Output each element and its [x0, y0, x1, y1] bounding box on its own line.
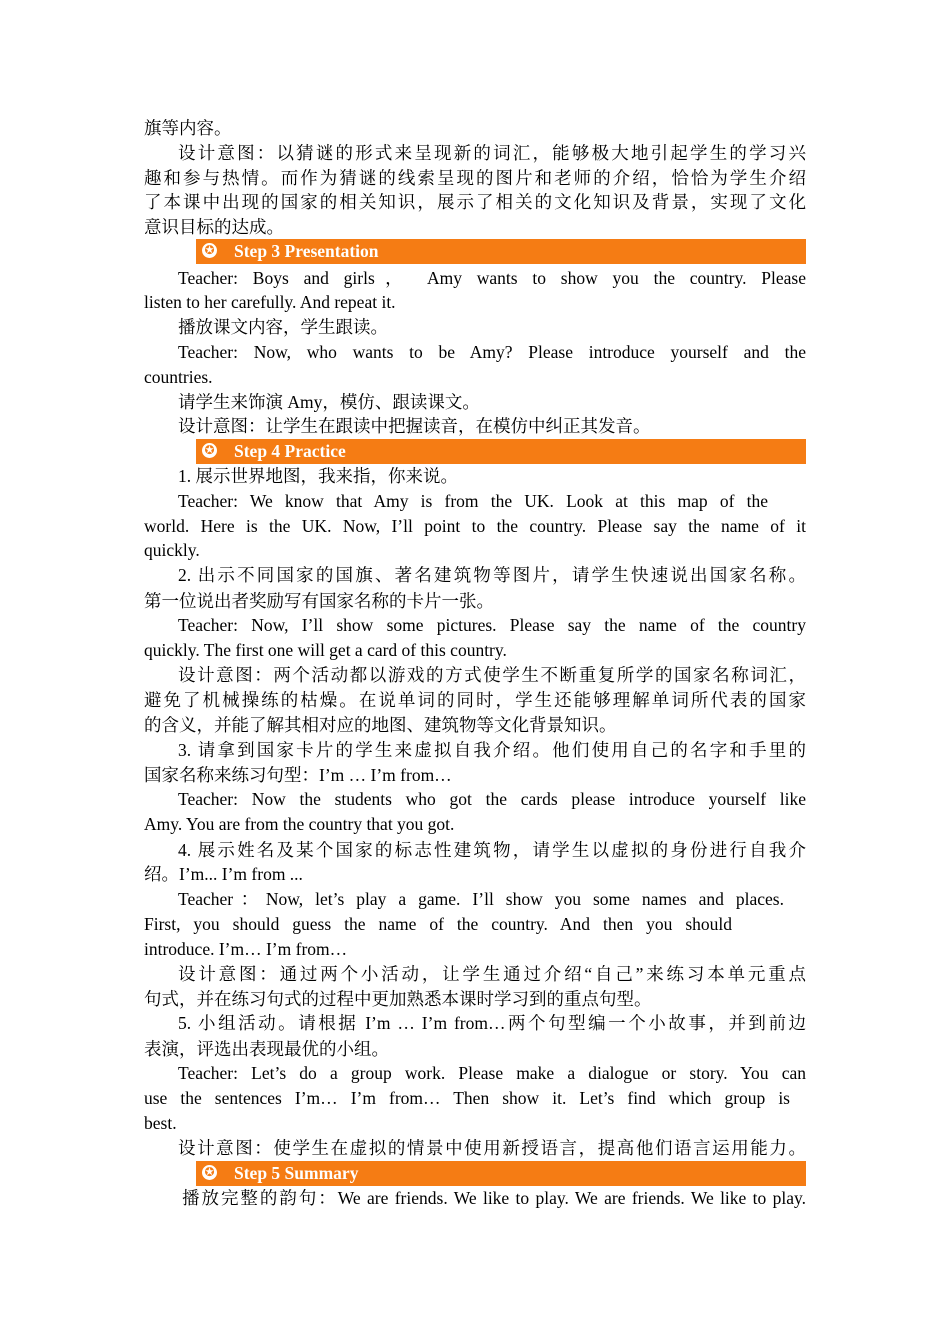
text-line: 1. 展示世界地图，我来指，你来说。 — [178, 466, 458, 486]
text-line: 避免了机械操练的枯燥。在说单词的同时，学生还能够理解单词所代表的国家 — [144, 690, 806, 710]
star-icon: ✪ — [202, 443, 217, 458]
step-4-label: Step 4 Practice — [234, 441, 346, 461]
text-line: world. Here is the UK. Now, I’ll point to the country. Please say the name of it — [144, 516, 806, 536]
text-line: First, you should guess the name of the country. And then you should — [144, 914, 732, 934]
text-line: 5. 小组活动。请根据 I’m … I’m from…两个句型编一个小故事，并到前边 — [178, 1013, 806, 1033]
step-3-label: Step 3 Presentation — [234, 241, 379, 261]
text-line: quickly. The first one will get a card of this country. — [144, 640, 507, 660]
text-line: 设计意图：通过两个小活动，让学生通过介绍“自己”来练习本单元重点 — [178, 964, 806, 984]
text-line: countries. — [144, 367, 213, 387]
text-line: Teacher：Now, let’s play a game. I’ll show you some names and places. — [178, 889, 784, 909]
text-line: Amy. You are from the country that you got. — [144, 814, 455, 834]
text-line: Teacher: We know that Amy is from the UK. Look at this map of the — [178, 491, 768, 511]
text-line: 第一位说出者奖励写有国家名称的卡片一张。 — [144, 591, 494, 611]
text-line: quickly. — [144, 540, 200, 560]
text-line: 趣和参与热情。而作为猜谜的线索呈现的图片和老师的介绍，恰恰为学生介绍 — [144, 168, 806, 188]
text-line: 表演，评选出表现最优的小组。 — [144, 1039, 389, 1059]
text-line: Teacher: Now the students who got the cards please introduce yourself like — [178, 789, 806, 809]
text-line: 意识目标的达成。 — [144, 217, 284, 237]
text-line: 请学生来饰演 Amy，模仿、跟读课文。 — [178, 392, 480, 412]
text-line: listen to her carefully. And repeat it. — [144, 292, 396, 312]
text-line: best. — [144, 1113, 177, 1133]
text-line: Teacher: Now, who wants to be Amy? Please introduce yourself and the — [178, 342, 806, 362]
text-line: use the sentences I’m… I’m from… Then show it. Let’s find which group is — [144, 1088, 790, 1108]
text-line: 3. 请拿到国家卡片的学生来虚拟自我介绍。他们使用自己的名字和手里的 — [178, 740, 806, 760]
text-line: 设计意图：使学生在虚拟的情景中使用新授语言，提高他们语言运用能力。 — [178, 1138, 806, 1158]
star-icon: ✪ — [202, 1165, 217, 1180]
text-line: Teacher: Now, I’ll show some pictures. Please say the name of the country — [178, 615, 806, 635]
text-line: 绍。I’m... I’m from ... — [144, 864, 303, 884]
text-line: 2. 出示不同国家的国旗、著名建筑物等图片，请学生快速说出国家名称。 — [178, 565, 806, 585]
text-line: 设计意图：让学生在跟读中把握读音，在模仿中纠正其发音。 — [178, 416, 651, 436]
text-line: 播放课文内容，学生跟读。 — [178, 317, 388, 337]
text-line: introduce. I’m… I’m from… — [144, 939, 348, 959]
step-3-header — [196, 239, 806, 264]
text-line: 设计意图：两个活动都以游戏的方式使学生不断重复所学的国家名称词汇， — [178, 665, 806, 685]
star-icon: ✪ — [202, 243, 217, 258]
text-line: 设计意图：以猜谜的形式来呈现新的词汇，能够极大地引起学生的学习兴 — [178, 143, 806, 163]
step-5-header — [196, 1161, 806, 1186]
text-line: 4. 展示姓名及某个国家的标志性建筑物，请学生以虚拟的身份进行自我介 — [178, 840, 806, 860]
text-line: 句式，并在练习句式的过程中更加熟悉本课时学习到的重点句型。 — [144, 989, 652, 1009]
text-line: 国家名称来练习句型：I’m … I’m from… — [144, 765, 452, 785]
text-line: 的含义，并能了解其相对应的地图、建筑物等文化背景知识。 — [144, 715, 617, 735]
text-line: 旗等内容。 — [144, 118, 232, 138]
text-line: 播放完整的韵句：We are friends. We like to play. We are friends. We like to play. — [182, 1188, 806, 1208]
text-line: Teacher: Let’s do a group work. Please make a dialogue or story. You can — [178, 1063, 806, 1083]
text-line: 了本课中出现的国家的相关知识，展示了相关的文化知识及背景，实现了文化 — [144, 192, 806, 212]
step-5-label: Step 5 Summary — [234, 1163, 359, 1183]
text-line: Teacher: Boys and girls， Amy wants to show you the country. Please — [178, 268, 806, 288]
step-4-header — [196, 439, 806, 464]
